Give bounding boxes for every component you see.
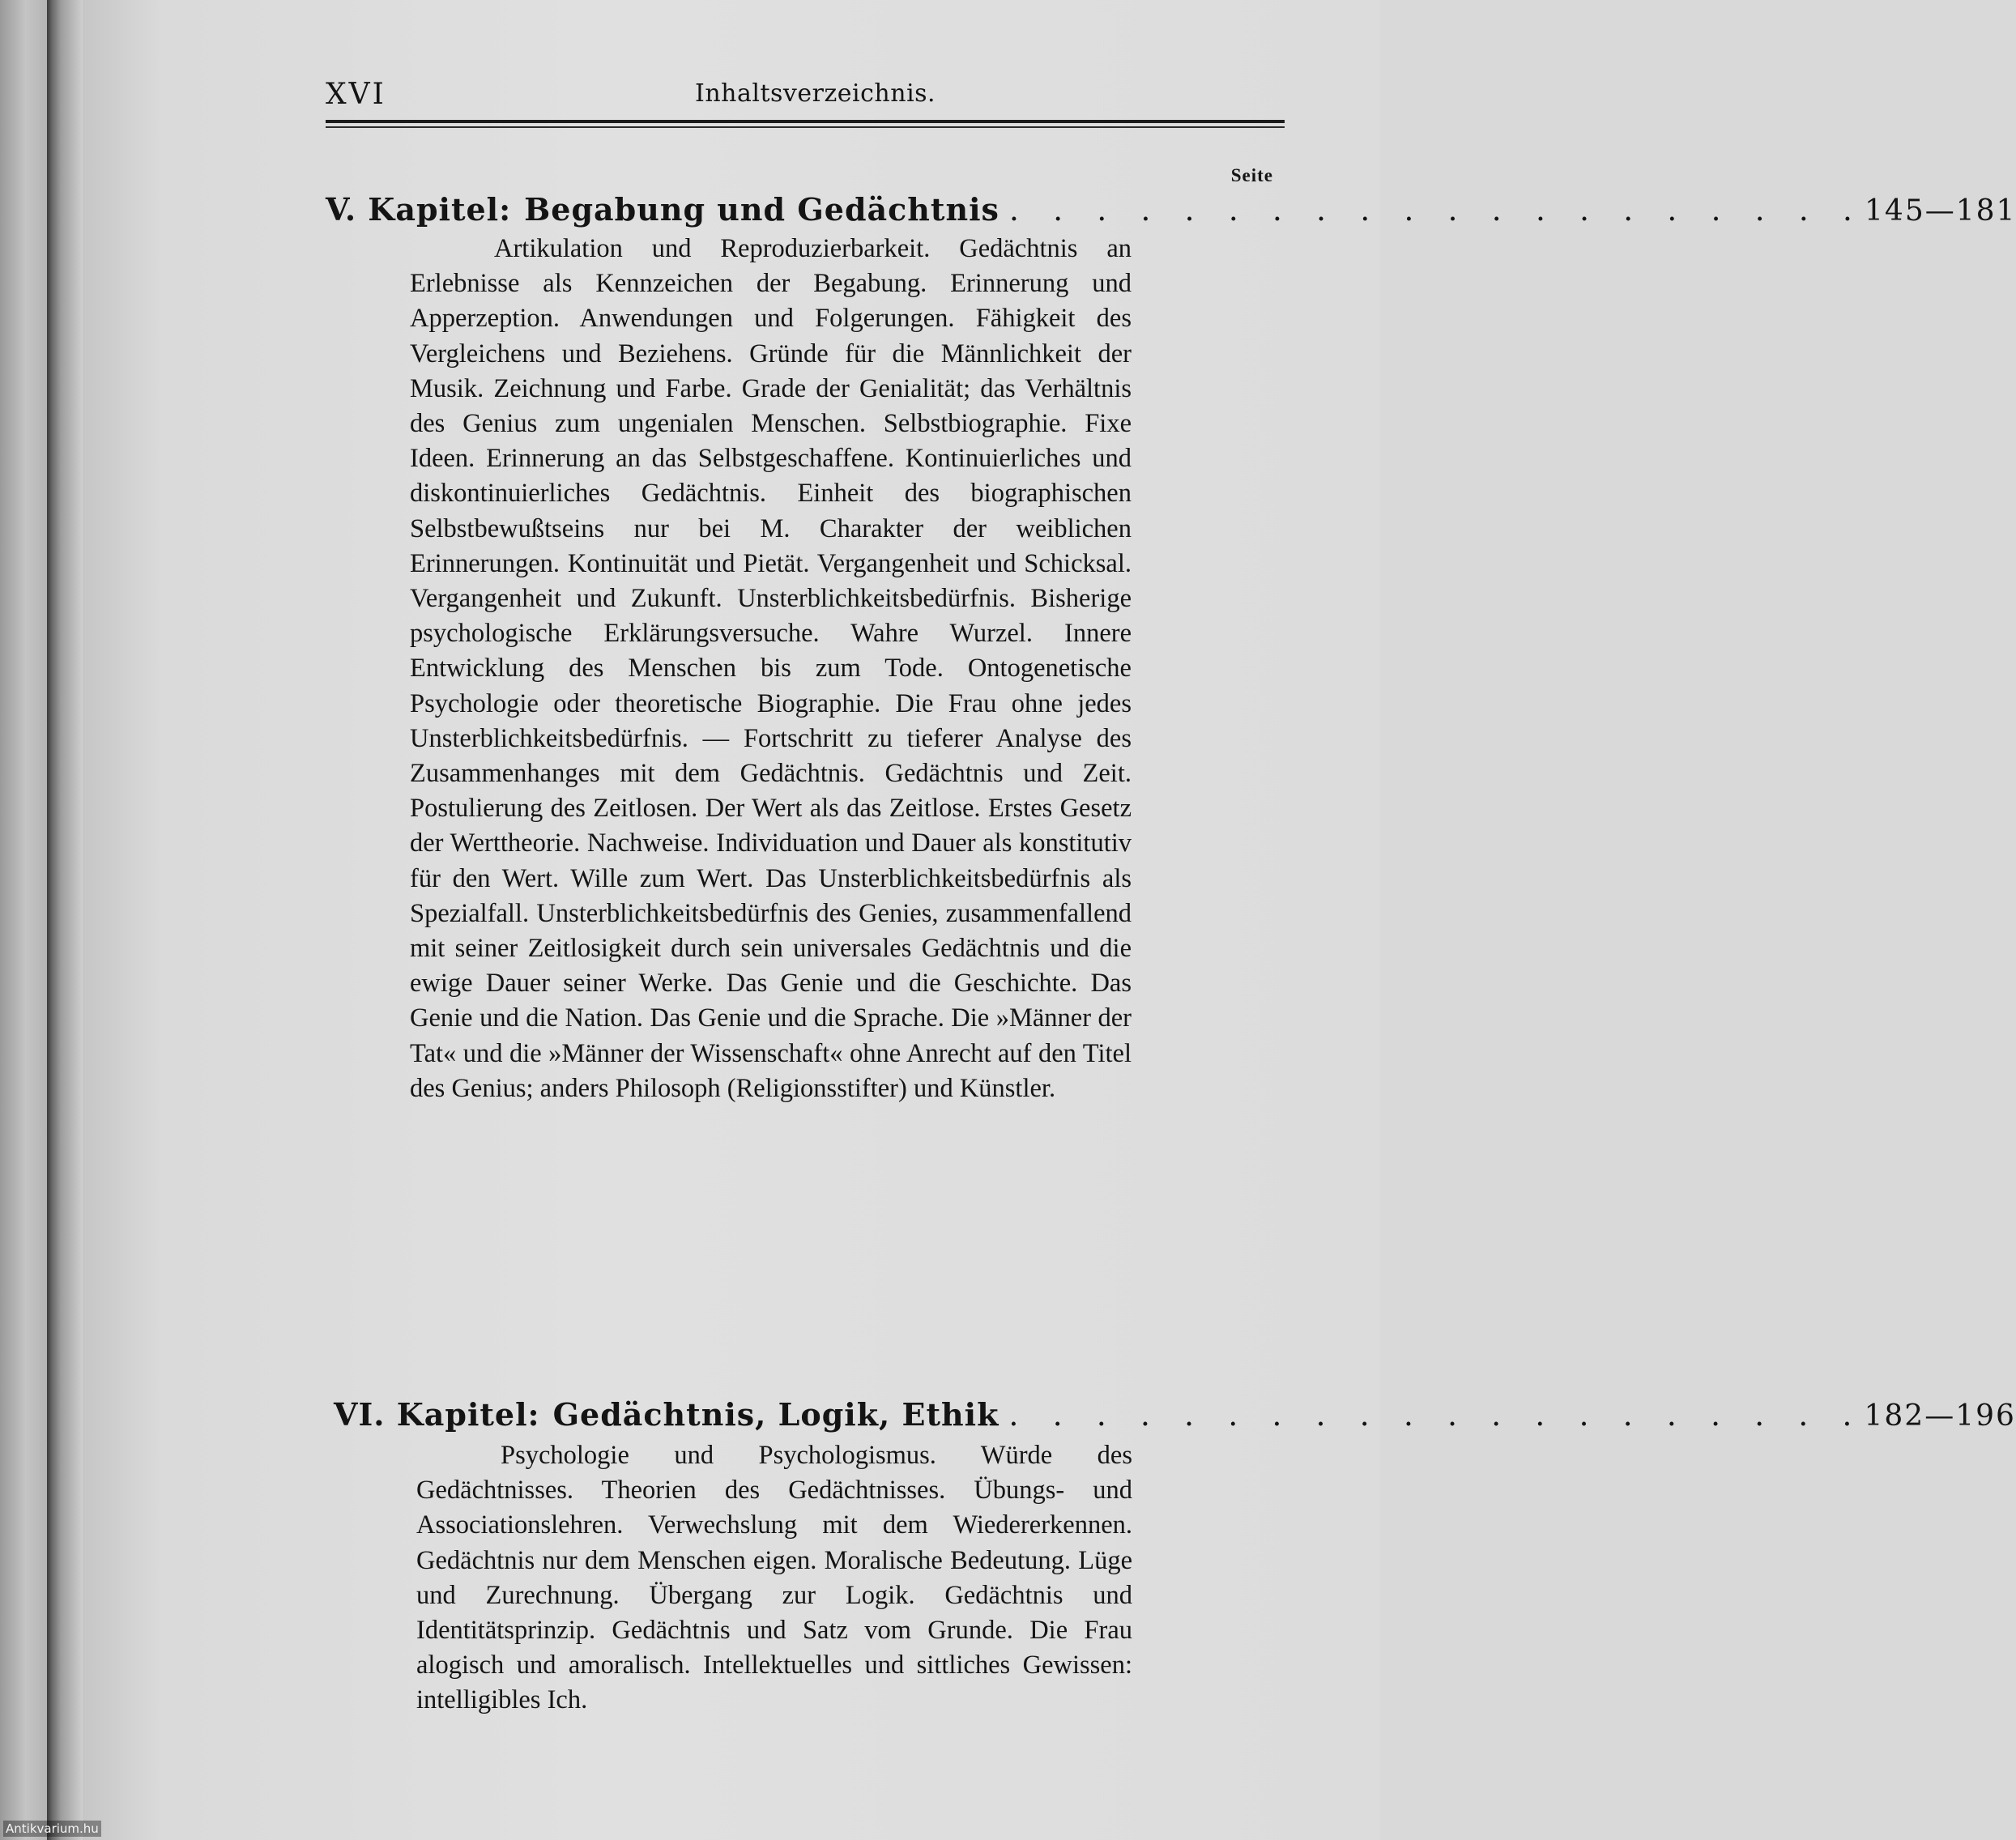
chapter-title: Gedächtnis, Logik, Ethik — [552, 1396, 999, 1433]
page-number: XVI — [326, 78, 386, 111]
chapter-label: V. Kapitel: — [326, 191, 512, 228]
chapter-page-range: 182—196 — [1864, 1399, 2016, 1433]
leader-dots: . . . . . . . . . . . . . . . . . . . . — [1008, 192, 1865, 228]
leader-dots: . . . . . . . . . . . . . . . . . . . . — [1008, 1397, 1865, 1433]
chapter-summary-6: Psychologie und Psychologismus. Würde des Gedächtnisses. Theorien des Gedächtnisses. Übungs- und Associationslehren. Verwechslung mit dem Wiedererkennen. Gedächtnis nur dem Menschen eigen. Moralische Bedeutung. Lüge und Zurechnung. Übergang zur Logik. Gedächtnis und Identitätsprinzip. Gedächtnis und Satz vom Grunde. Die Frau alogisch und amoralisch. Intellektuelles und sittliches Gewissen: intelligibles Ich. — [416, 1441, 1132, 1715]
chapter-entry-6 — [334, 1396, 2016, 1442]
page-column-label: Seite — [1230, 165, 1273, 185]
page-header-title: Inhaltsverzeichnis. — [695, 79, 936, 108]
chapter-title: Begabung und Gedächtnis — [524, 191, 999, 228]
header-rule-thin — [326, 126, 1285, 128]
watermark: Antikvarium.hu — [3, 1821, 101, 1837]
chapter-page-range: 145—181 — [1865, 194, 2016, 228]
running-head — [326, 75, 1283, 115]
chapter-entry-5 — [326, 191, 2016, 236]
header-rule-thick — [326, 120, 1285, 123]
chapter-summary-5: Artikulation und Reproduzierbarkeit. Gedächtnis an Erlebnisse als Kennzeichen der Begabung. Erinnerung und Apperzeption. Anwendungen und Folgerungen. Fähigkeit des Vergleichens und Beziehens. Gründe für die Männlichkeit der Musik. Zeichnung und Farbe. Grade der Genialität; das Verhältnis des Genius zum ungenialen Menschen. Selbstbiographie. Fixe Ideen. Erinnerung an das Selbstgeschaffene. Kontinuierliches und diskontinuierliches Gedächtnis. Einheit des biographischen Selbstbewußtseins nur bei M. Charakter der weiblichen Erinnerungen. Kontinuität und Pietät. Vergangenheit und Schicksal. Vergangenheit und Zukunft. Unsterblichkeitsbedürfnis. Bisherige psychologische Erklärungsversuche. Wahre Wurzel. Innere Entwicklung des Menschen bis zum Tode. Ontogenetische Psychologie oder theoretische Biographie. Die Frau ohne jedes Unsterblichkeitsbedürfnis. — Fortschritt zu tieferer Analyse des Zusammenhanges mit dem Gedächtnis. Gedächtnis und Zeit. Postulierung des Zeitlosen. Der Wert als das Zeitlose. Erstes Gesetz der Werttheorie. Nachweise. Individuation und Dauer als konstitutiv für den Wert. Wille zum Wert. Das Unsterblichkeitsbedürfnis als Spezialfall. Unsterblichkeitsbedürfnis des Genies, zusammenfallend mit seiner Zeitlosigkeit durch sein universales Gedächtnis und die ewige Dauer seiner Werke. Das Genie und die Geschichte. Das Genie und die Nation. Das Genie und die Sprache. Die »Männer der Tat« und die »Männer der Wissenschaft« ohne Anrecht auf den Titel des Genius; anders Philosoph (Religionsstifter) und Künstler. — [410, 234, 1132, 1103]
book-gutter — [47, 0, 83, 1840]
book-binding — [0, 0, 47, 1840]
chapter-label: VI. Kapitel: — [334, 1396, 540, 1433]
